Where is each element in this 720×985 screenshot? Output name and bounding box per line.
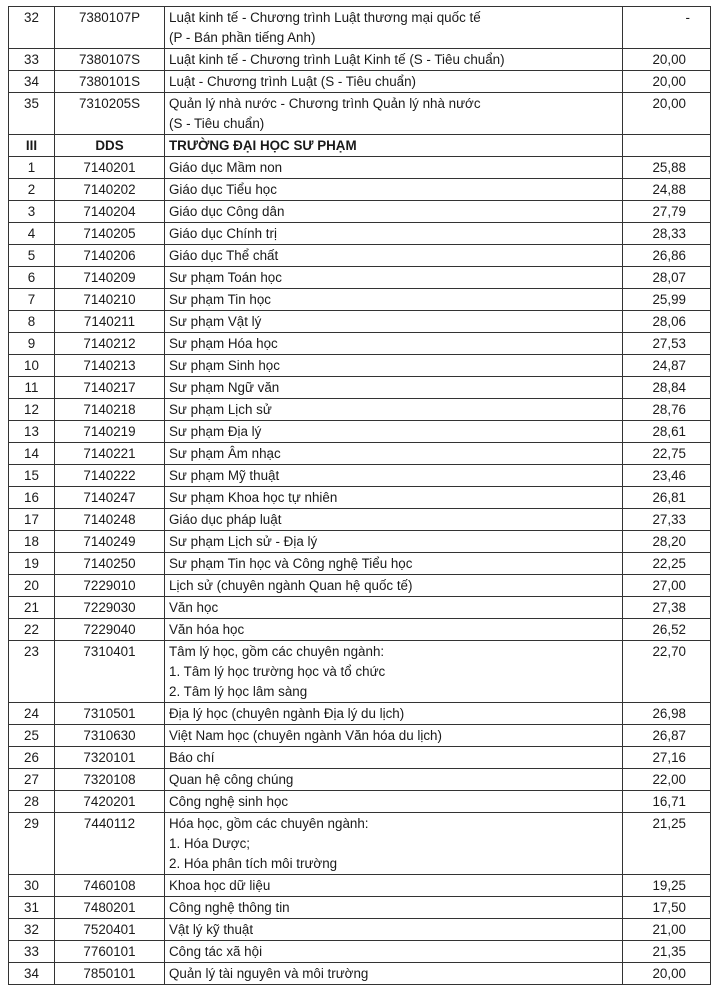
major-name-cell: Sư phạm Vật lý [165, 311, 623, 333]
major-code-cell: 7229040 [55, 619, 165, 641]
major-code-cell: 7140221 [55, 443, 165, 465]
major-code-cell: 7320101 [55, 747, 165, 769]
table-row [9, 267, 711, 289]
major-code-cell: 7310205S [55, 93, 165, 135]
major-code-cell: 7140222 [55, 465, 165, 487]
table-row [9, 201, 711, 223]
major-code-cell: 7140210 [55, 289, 165, 311]
score-cell: 22,70 [623, 641, 711, 703]
row-number-cell: 13 [9, 421, 55, 443]
table-row [9, 897, 711, 919]
major-name-cell: Quản lý nhà nước - Chương trình Quản lý nhà nước (S - Tiêu chuẩn) [165, 93, 623, 135]
table-row [9, 377, 711, 399]
row-number-cell: 31 [9, 897, 55, 919]
major-name-cell: Sư phạm Ngữ văn [165, 377, 623, 399]
major-name-cell: Văn hóa học [165, 619, 623, 641]
row-number-cell: 32 [9, 919, 55, 941]
major-name-cell: Tâm lý học, gồm các chuyên ngành: 1. Tâm lý học trường học và tổ chức 2. Tâm lý học lâm sàng [165, 641, 623, 703]
major-name-cell: Sư phạm Hóa học [165, 333, 623, 355]
row-number-cell: 7 [9, 289, 55, 311]
score-cell: 22,25 [623, 553, 711, 575]
major-name-cell: Công tác xã hội [165, 941, 623, 963]
table-row [9, 875, 711, 897]
row-number-cell: 10 [9, 355, 55, 377]
score-cell: 20,00 [623, 71, 711, 93]
major-name-cell: Sư phạm Tin học và Công nghệ Tiểu học [165, 553, 623, 575]
major-code-cell: 7760101 [55, 941, 165, 963]
major-name-cell: Sư phạm Sinh học [165, 355, 623, 377]
row-number-cell: 29 [9, 813, 55, 875]
row-number-cell: 14 [9, 443, 55, 465]
score-cell: 28,07 [623, 267, 711, 289]
row-number-cell: 30 [9, 875, 55, 897]
major-name-cell: Giáo dục Chính trị [165, 223, 623, 245]
major-code-cell: 7140219 [55, 421, 165, 443]
major-name-cell: Hóa học, gồm các chuyên ngành: 1. Hóa Dược; 2. Hóa phân tích môi trường [165, 813, 623, 875]
major-code-cell: DDS [55, 135, 165, 157]
row-number-cell: 2 [9, 179, 55, 201]
major-name-cell: Sư phạm Khoa học tự nhiên [165, 487, 623, 509]
score-cell: 22,00 [623, 769, 711, 791]
row-number-cell: 5 [9, 245, 55, 267]
row-number-cell: 3 [9, 201, 55, 223]
major-code-cell: 7140212 [55, 333, 165, 355]
major-code-cell: 7140209 [55, 267, 165, 289]
table-row [9, 399, 711, 421]
major-code-cell: 7140213 [55, 355, 165, 377]
major-name-cell: Văn học [165, 597, 623, 619]
table-row [9, 791, 711, 813]
row-number-cell: 24 [9, 703, 55, 725]
table-row [9, 7, 711, 49]
table-row [9, 919, 711, 941]
score-cell: 27,79 [623, 201, 711, 223]
major-code-cell: 7140211 [55, 311, 165, 333]
section-header-row [9, 135, 711, 157]
table-row [9, 333, 711, 355]
row-number-cell: 23 [9, 641, 55, 703]
score-cell: 28,33 [623, 223, 711, 245]
major-name-cell: Giáo dục Mầm non [165, 157, 623, 179]
major-code-cell: 7440112 [55, 813, 165, 875]
admission-score-table [8, 6, 711, 985]
row-number-cell: 15 [9, 465, 55, 487]
score-cell: 28,76 [623, 399, 711, 421]
major-code-cell: 7380107S [55, 49, 165, 71]
row-number-cell: 12 [9, 399, 55, 421]
score-cell: 21,00 [623, 919, 711, 941]
major-name-cell: Giáo dục Công dân [165, 201, 623, 223]
score-cell: 24,87 [623, 355, 711, 377]
score-cell: 28,06 [623, 311, 711, 333]
major-code-cell: 7140218 [55, 399, 165, 421]
table-row [9, 93, 711, 135]
score-cell: 21,35 [623, 941, 711, 963]
major-code-cell: 7320108 [55, 769, 165, 791]
table-row [9, 641, 711, 703]
major-name-cell: Sư phạm Âm nhạc [165, 443, 623, 465]
table-body [9, 7, 711, 985]
table-row [9, 703, 711, 725]
row-number-cell: 33 [9, 49, 55, 71]
score-cell: 16,71 [623, 791, 711, 813]
major-name-cell: Sư phạm Lịch sử [165, 399, 623, 421]
table-row [9, 487, 711, 509]
table-row [9, 245, 711, 267]
table-row [9, 157, 711, 179]
major-name-cell: Quản lý tài nguyên và môi trường [165, 963, 623, 985]
major-code-cell: 7140247 [55, 487, 165, 509]
score-cell: 22,75 [623, 443, 711, 465]
major-code-cell: 7140248 [55, 509, 165, 531]
table-row [9, 725, 711, 747]
score-cell: 28,20 [623, 531, 711, 553]
score-cell: - [623, 7, 711, 49]
table-row [9, 941, 711, 963]
score-cell: 23,46 [623, 465, 711, 487]
row-number-cell: 22 [9, 619, 55, 641]
table-row [9, 311, 711, 333]
major-code-cell: 7380107P [55, 7, 165, 49]
score-cell: 17,50 [623, 897, 711, 919]
major-code-cell: 7140249 [55, 531, 165, 553]
major-code-cell: 7140205 [55, 223, 165, 245]
table-row [9, 179, 711, 201]
row-number-cell: 28 [9, 791, 55, 813]
major-code-cell: 7229010 [55, 575, 165, 597]
score-cell: 19,25 [623, 875, 711, 897]
table-row [9, 509, 711, 531]
row-number-cell: 26 [9, 747, 55, 769]
row-number-cell: 25 [9, 725, 55, 747]
score-cell: 26,87 [623, 725, 711, 747]
major-code-cell: 7460108 [55, 875, 165, 897]
major-code-cell: 7140201 [55, 157, 165, 179]
major-name-cell: Sư phạm Địa lý [165, 421, 623, 443]
major-code-cell: 7140204 [55, 201, 165, 223]
major-name-cell: Sư phạm Lịch sử - Địa lý [165, 531, 623, 553]
row-number-cell: 6 [9, 267, 55, 289]
major-code-cell: 7229030 [55, 597, 165, 619]
major-code-cell: 7420201 [55, 791, 165, 813]
major-name-cell: Sư phạm Toán học [165, 267, 623, 289]
row-number-cell: 32 [9, 7, 55, 49]
row-number-cell: 11 [9, 377, 55, 399]
score-cell: 24,88 [623, 179, 711, 201]
score-cell: 27,53 [623, 333, 711, 355]
row-number-cell: 16 [9, 487, 55, 509]
row-number-cell: 19 [9, 553, 55, 575]
major-code-cell: 7140202 [55, 179, 165, 201]
row-number-cell: 4 [9, 223, 55, 245]
score-cell: 25,99 [623, 289, 711, 311]
row-number-cell: 34 [9, 71, 55, 93]
score-cell: 26,86 [623, 245, 711, 267]
major-code-cell: 7310501 [55, 703, 165, 725]
major-code-cell: 7310401 [55, 641, 165, 703]
major-name-cell: Công nghệ sinh học [165, 791, 623, 813]
row-number-cell: 27 [9, 769, 55, 791]
table-row [9, 421, 711, 443]
major-code-cell: 7140250 [55, 553, 165, 575]
row-number-cell: 18 [9, 531, 55, 553]
table-row [9, 747, 711, 769]
score-cell: 25,88 [623, 157, 711, 179]
row-number-cell: 20 [9, 575, 55, 597]
row-number-cell: III [9, 135, 55, 157]
major-code-cell: 7140206 [55, 245, 165, 267]
row-number-cell: 35 [9, 93, 55, 135]
major-name-cell: Giáo dục Tiểu học [165, 179, 623, 201]
major-name-cell: Khoa học dữ liệu [165, 875, 623, 897]
score-cell: 26,81 [623, 487, 711, 509]
major-code-cell: 7140217 [55, 377, 165, 399]
table-row [9, 553, 711, 575]
row-number-cell: 21 [9, 597, 55, 619]
table-row [9, 531, 711, 553]
table-row [9, 355, 711, 377]
major-name-cell: Việt Nam học (chuyên ngành Văn hóa du lịch) [165, 725, 623, 747]
score-cell [623, 135, 711, 157]
row-number-cell: 34 [9, 963, 55, 985]
major-name-cell: Địa lý học (chuyên ngành Địa lý du lịch) [165, 703, 623, 725]
score-cell: 27,00 [623, 575, 711, 597]
major-name-cell: TRƯỜNG ĐẠI HỌC SƯ PHẠM [165, 135, 623, 157]
major-name-cell: Luật kinh tế - Chương trình Luật Kinh tế (S - Tiêu chuẩn) [165, 49, 623, 71]
row-number-cell: 1 [9, 157, 55, 179]
major-code-cell: 7850101 [55, 963, 165, 985]
score-cell: 21,25 [623, 813, 711, 875]
table-row [9, 443, 711, 465]
score-cell: 27,33 [623, 509, 711, 531]
score-cell: 20,00 [623, 963, 711, 985]
table-row [9, 597, 711, 619]
table-row [9, 619, 711, 641]
score-cell: 20,00 [623, 93, 711, 135]
score-cell: 26,52 [623, 619, 711, 641]
major-code-cell: 7480201 [55, 897, 165, 919]
score-cell: 28,84 [623, 377, 711, 399]
table-row [9, 813, 711, 875]
table-row [9, 289, 711, 311]
row-number-cell: 33 [9, 941, 55, 963]
major-name-cell: Sư phạm Tin học [165, 289, 623, 311]
major-name-cell: Luật kinh tế - Chương trình Luật thương mại quốc tế (P - Bán phần tiếng Anh) [165, 7, 623, 49]
table-row [9, 963, 711, 985]
score-cell: 28,61 [623, 421, 711, 443]
score-cell: 27,38 [623, 597, 711, 619]
table-row [9, 465, 711, 487]
row-number-cell: 8 [9, 311, 55, 333]
table-row [9, 575, 711, 597]
major-code-cell: 7310630 [55, 725, 165, 747]
score-cell: 27,16 [623, 747, 711, 769]
major-name-cell: Vật lý kỹ thuật [165, 919, 623, 941]
table-row [9, 49, 711, 71]
score-cell: 20,00 [623, 49, 711, 71]
major-name-cell: Sư phạm Mỹ thuật [165, 465, 623, 487]
major-name-cell: Lịch sử (chuyên ngành Quan hệ quốc tế) [165, 575, 623, 597]
major-name-cell: Giáo dục pháp luật [165, 509, 623, 531]
major-name-cell: Quan hệ công chúng [165, 769, 623, 791]
table-row [9, 223, 711, 245]
major-name-cell: Luật - Chương trình Luật (S - Tiêu chuẩn) [165, 71, 623, 93]
row-number-cell: 9 [9, 333, 55, 355]
major-code-cell: 7380101S [55, 71, 165, 93]
major-name-cell: Giáo dục Thể chất [165, 245, 623, 267]
major-code-cell: 7520401 [55, 919, 165, 941]
table-row [9, 769, 711, 791]
table-row [9, 71, 711, 93]
row-number-cell: 17 [9, 509, 55, 531]
major-name-cell: Báo chí [165, 747, 623, 769]
major-name-cell: Công nghệ thông tin [165, 897, 623, 919]
score-cell: 26,98 [623, 703, 711, 725]
